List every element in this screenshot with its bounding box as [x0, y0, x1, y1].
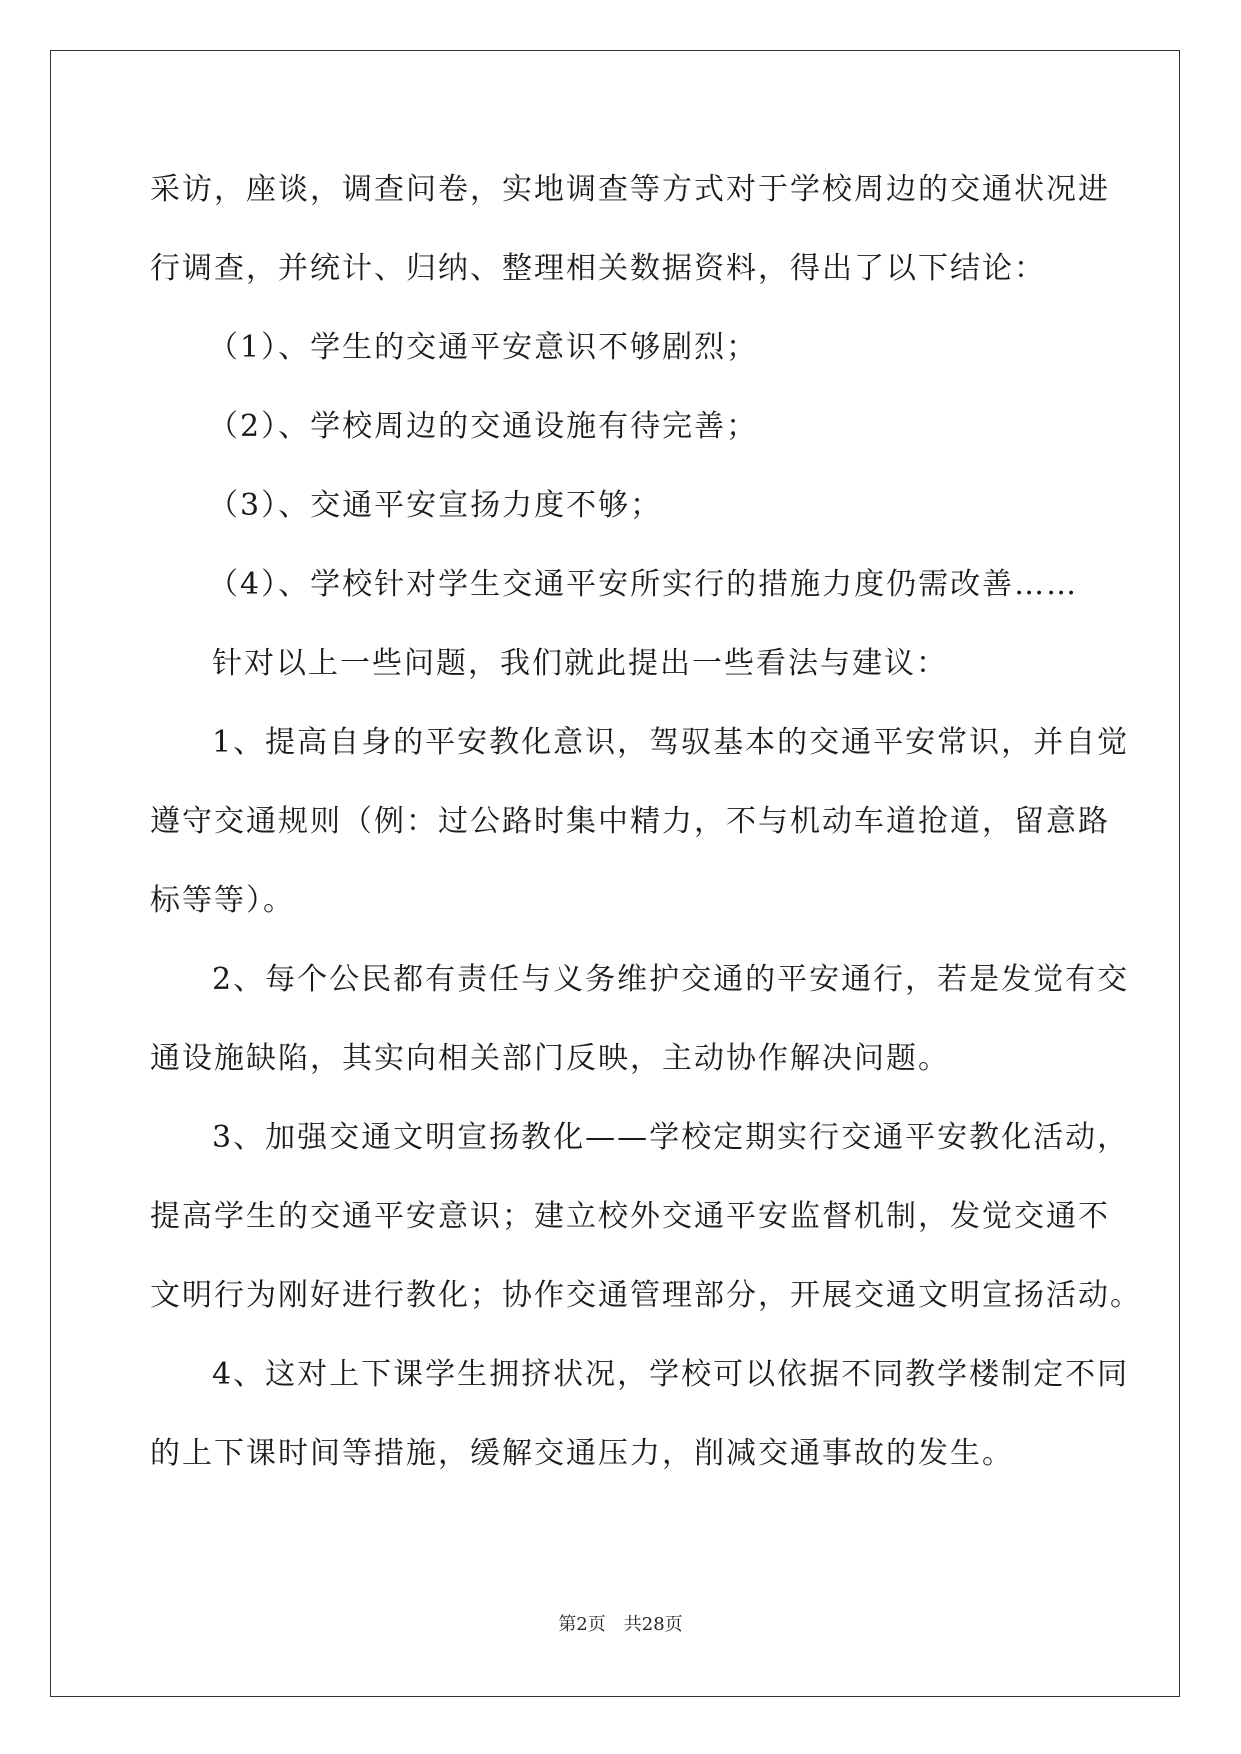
document-body: [150, 158, 1142, 1501]
conclusion-item: （4）、学校针对学生交通平安所实行的措施力度仍需改善……: [208, 567, 1079, 602]
conclusion-item: （2）、学校周边的交通设施有待完善；: [208, 409, 759, 444]
page-number: 第2页: [558, 1614, 606, 1635]
text-line: 遵守交通规则（例：过公路时集中精力，不与机动车道抢道，留意路: [150, 804, 1110, 839]
conclusion-item: （1）、学生的交通平安意识不够剧烈；: [208, 330, 759, 365]
text-line: 行调查，并统计、归纳、整理相关数据资料，得出了以下结论：: [150, 251, 1046, 286]
suggestion-1-start: 1、提高自身的平安教化意识，驾驭基本的交通平安常识，并自觉: [212, 725, 1130, 760]
text-line: 通设施缺陷，其实向相关部门反映，主动协作解决问题。: [150, 1041, 950, 1076]
suggestion-2-start: 2、每个公民都有责任与义务维护交通的平安通行，若是发觉有交: [212, 962, 1130, 997]
suggestion-4-start: 4、这对上下课学生拥挤状况，学校可以依据不同教学楼制定不同: [212, 1357, 1130, 1392]
conclusion-item: （3）、交通平安宣扬力度不够；: [208, 488, 663, 523]
page-footer: [0, 1610, 1241, 1636]
text-line: 标等等）。: [150, 883, 295, 918]
suggestion-3-start: 3、加强交通文明宣扬教化——学校定期实行交通平安教化活动，: [212, 1120, 1130, 1155]
text-line: 提高学生的交通平安意识；建立校外交通平安监督机制，发觉交通不: [150, 1199, 1110, 1234]
paragraph-start: 针对以上一些问题，我们就此提出一些看法与建议：: [212, 646, 948, 681]
text-line: 文明行为刚好进行教化；协作交通管理部分，开展交通文明宣扬活动。: [150, 1278, 1142, 1313]
page-total: 共28页: [623, 1614, 683, 1635]
text-line: 采访，座谈，调查问卷，实地调查等方式对于学校周边的交通状况进: [150, 172, 1110, 207]
text-line: 的上下课时间等措施，缓解交通压力，削减交通事故的发生。: [150, 1436, 1014, 1471]
